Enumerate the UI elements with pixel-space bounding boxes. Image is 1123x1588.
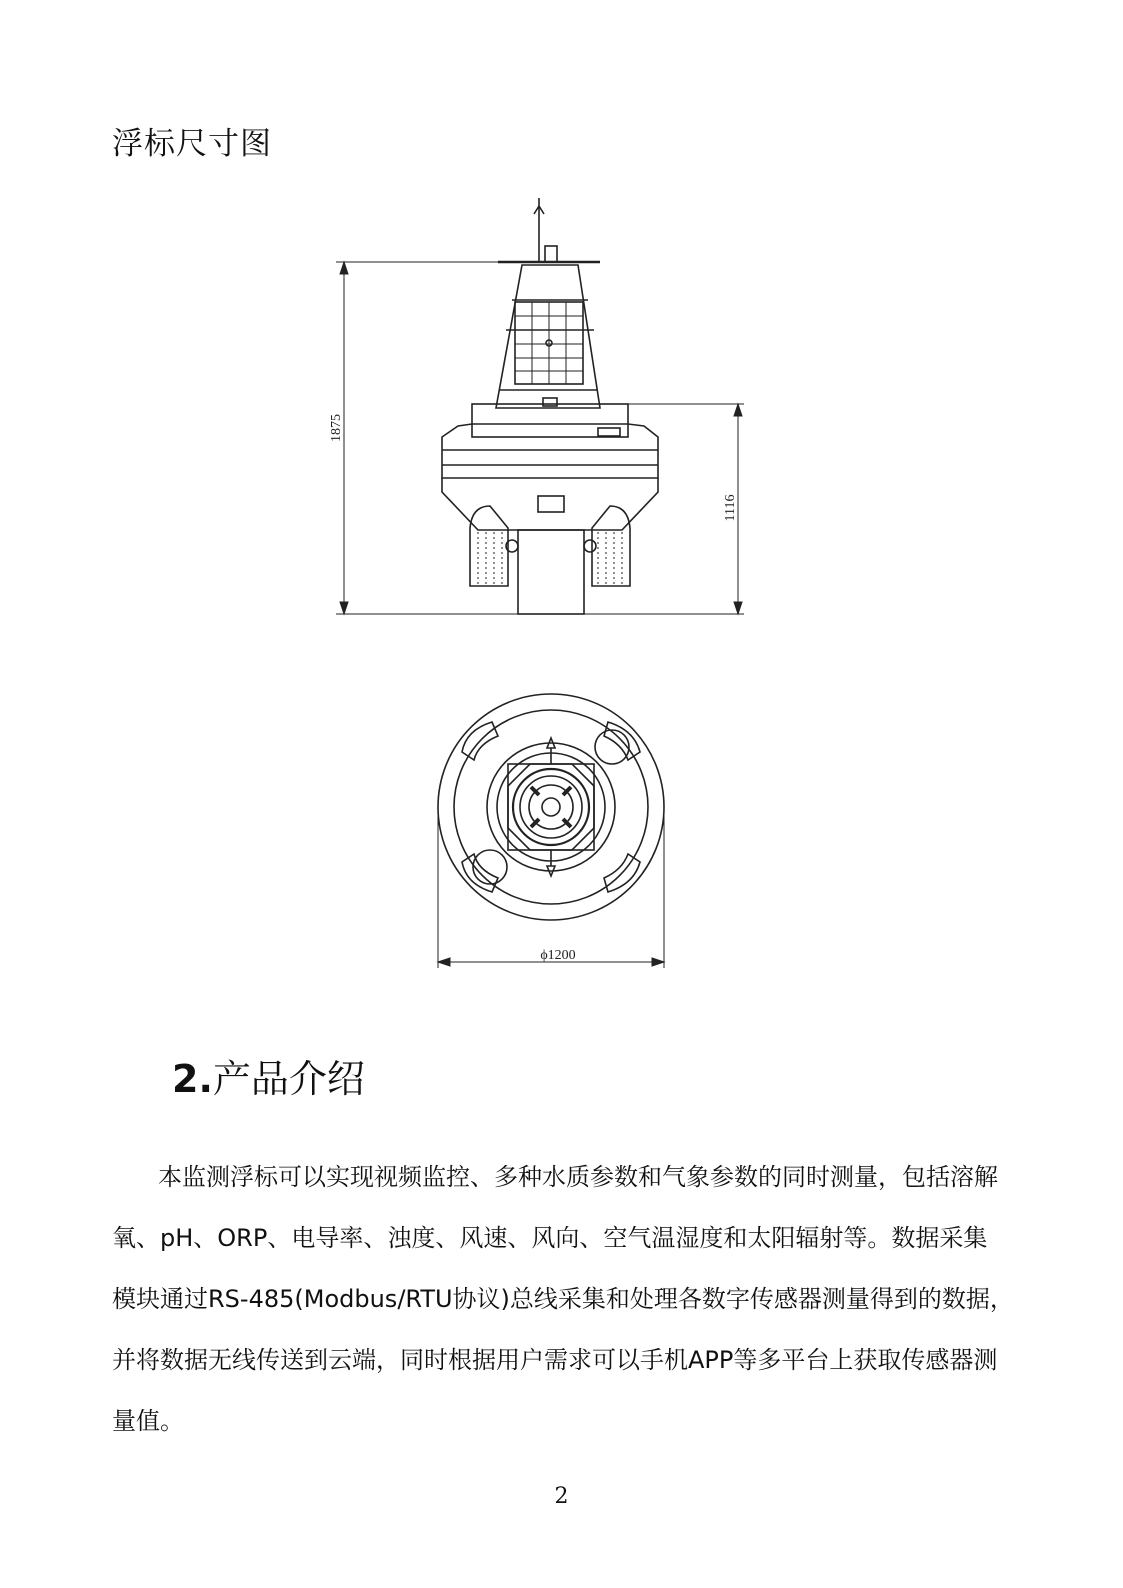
side-view [442,198,658,614]
dimension-height-total: 1875 [329,414,344,442]
figure-caption: 浮标尺寸图 [112,126,272,162]
paragraph-line: 氧、pH、ORP、电导率、浊度、风速、风向、空气温湿度和太阳辐射等。数据采集 [112,1224,988,1252]
top-view [438,694,664,920]
dimension-height-body: 1116 [723,494,738,522]
page-number: 2 [554,1484,569,1509]
section-heading [172,1048,365,1103]
paragraph-line: 本监测浮标可以实现视频监控、多种水质参数和气象参数的同时测量，包括溶解 [158,1163,998,1191]
dimension-lines [336,262,744,614]
paragraph-line: 量值。 [112,1407,184,1435]
paragraph-line: 并将数据无线传送到云端，同时根据用户需求可以手机APP等多平台上获取传感器测 [112,1346,998,1374]
paragraph-line: 模块通过RS-485(Modbus/RTU协议)总线采集和处理各数字传感器测量得到的数据， [112,1285,1014,1313]
product-intro-paragraph [112,1148,1012,1453]
dimension-diameter: ϕ1200 [540,948,576,963]
section-number: 2. [172,1057,213,1101]
section-title-text: 产品介绍 [212,1057,365,1101]
